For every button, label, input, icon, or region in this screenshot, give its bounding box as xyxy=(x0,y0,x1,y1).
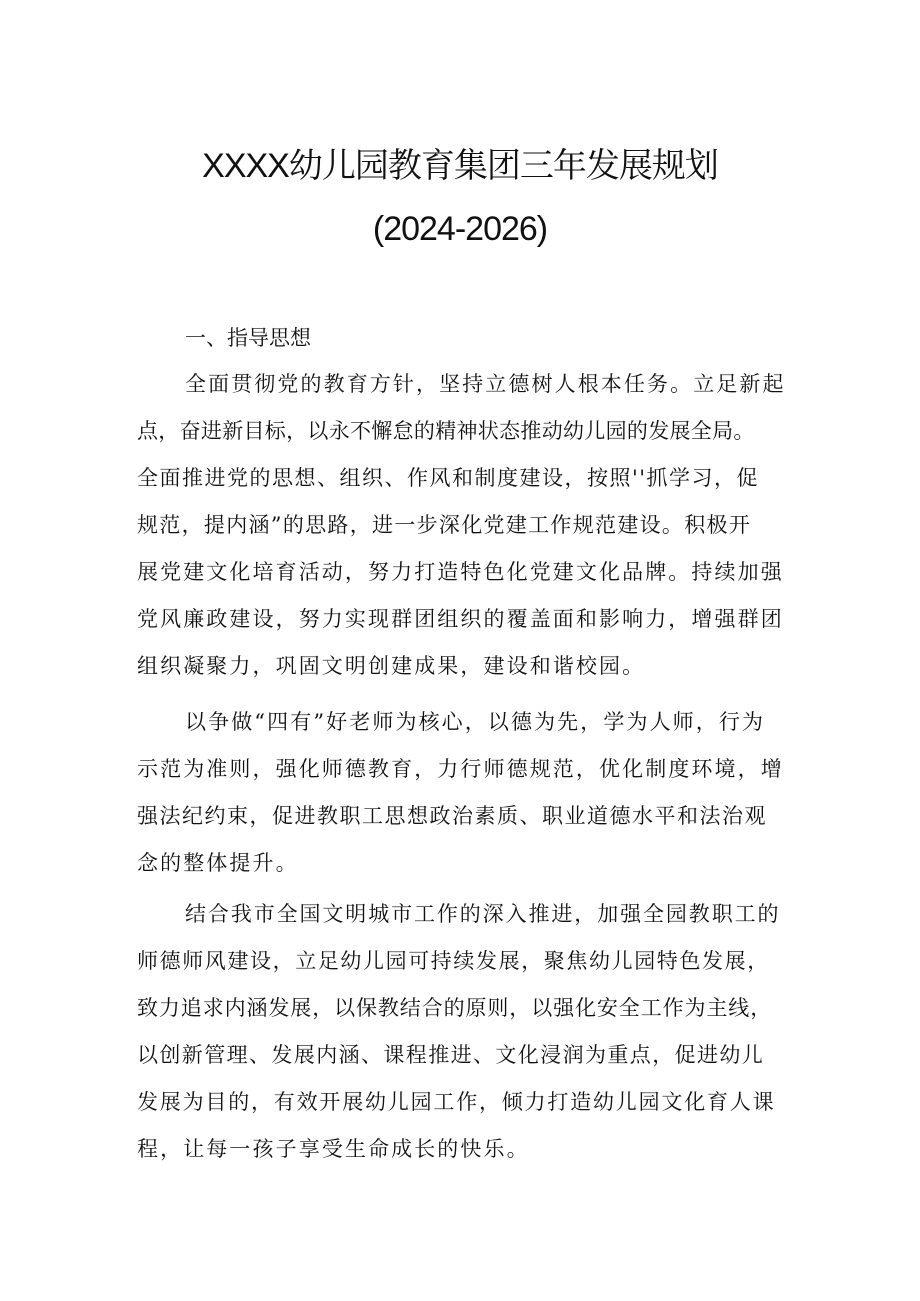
paragraph-line: 全面贯彻党的教育方针，坚持立德树人根本任务。立足新起 xyxy=(185,372,786,396)
section-heading: 一、指导思想 xyxy=(185,326,311,350)
paragraph-line: 全面推进党的思想、组织、作风和制度建设，按照''抓学习，促 xyxy=(137,466,760,490)
paragraph-line: 点，奋进新目标，以永不懈怠的精神状态推动幼儿园的发展全局。 xyxy=(137,419,755,443)
paragraph-line: 强法纪约束，促进教职工思想政治素质、职业道德水平和法治观 xyxy=(137,804,767,828)
paragraph-line: 规范，提内涵”的思路，进一步深化党建工作规范建设。积极开 xyxy=(137,513,752,537)
paragraph-line: 示范为准则，强化师德教育，力行师德规范，优化制度环境，增 xyxy=(137,757,784,781)
paragraph-line: 发展为目的，有效开展幼儿园工作，倾力打造幼儿园文化育人课 xyxy=(137,1090,776,1114)
paragraph-line: 以争做“四有”好老师为核心，以德为先，学为人师，行为 xyxy=(185,710,766,734)
document-subtitle: (2024-2026) xyxy=(372,210,548,248)
paragraph-line: 展党建文化培育活动，努力打造特色化党建文化品牌。持续加强 xyxy=(137,560,784,584)
paragraph-line: 以创新管理、发展内涵、课程推进、文化浸润为重点，促进幼儿 xyxy=(137,1043,765,1067)
paragraph-line: 师德师风建设，立足幼儿园可持续发展，聚焦幼儿园特色发展， xyxy=(137,949,770,973)
document-title: XXXX幼儿园教育集团三年发展规划 xyxy=(202,147,718,185)
paragraph-line: 结合我市全国文明城市工作的深入推进，加强全园教职工的 xyxy=(185,902,781,926)
paragraph-line: 程，让每一孩子享受生命成长的快乐。 xyxy=(137,1137,530,1161)
paragraph-line: 党风廉政建设，努力实现群团组织的覆盖面和影响力，增强群团 xyxy=(137,607,784,631)
paragraph-line: 组织凝聚力，巩固文明创建成果，建设和谐校园。 xyxy=(137,654,646,678)
paragraph-line: 念的整体提升。 xyxy=(137,851,299,875)
paragraph-line: 致力追求内涵发展，以保教结合的原则，以强化安全工作为主线， xyxy=(137,996,773,1020)
